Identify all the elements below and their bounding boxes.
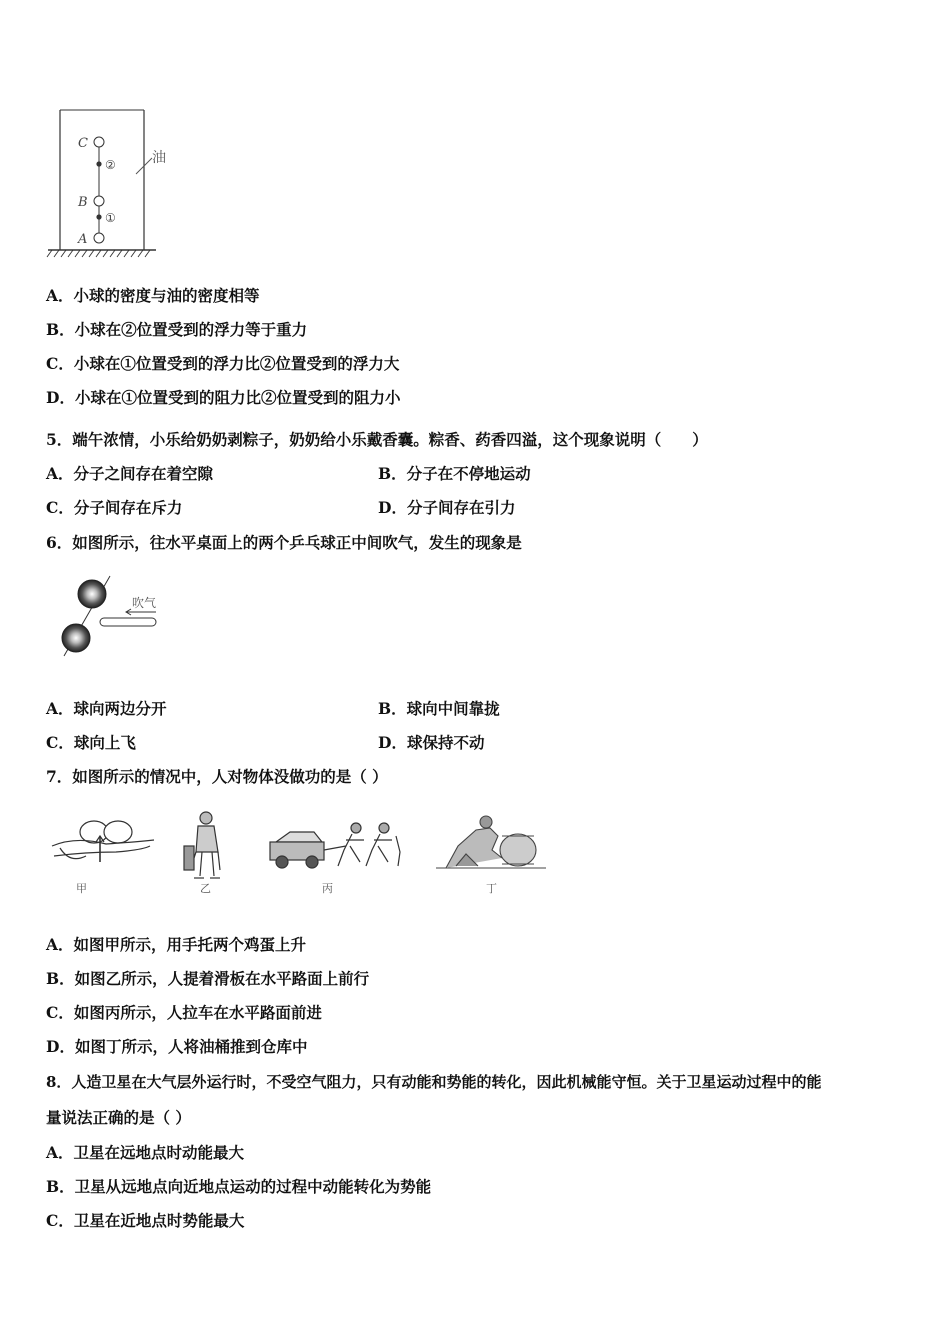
q7-option-d: D．如图丁所示，人将油桶推到仓库中 xyxy=(46,1037,308,1056)
figure-ding xyxy=(436,816,546,868)
figure-bing xyxy=(270,823,400,868)
label-c: C xyxy=(78,136,88,151)
q5-stem: 5．端午浓情，小乐给奶奶剥粽子，奶奶给小乐戴香囊。粽香、药香四溢，这个现象说明（ ） xyxy=(46,430,708,449)
oil-tube-figure xyxy=(44,104,184,264)
straw xyxy=(100,618,156,626)
label-a: A xyxy=(78,232,88,247)
q5-option-c: C．分子间存在斥力 xyxy=(46,498,183,517)
ping-pong-figure xyxy=(56,574,176,664)
ball-upper xyxy=(78,580,106,608)
q6-stem: 6．如图所示，往水平桌面上的两个乒乓球正中间吹气，发生的现象是 xyxy=(46,533,522,552)
q4-option-b: B．小球在②位置受到的浮力等于重力 xyxy=(46,320,308,339)
ball-a xyxy=(94,233,104,243)
q8-option-b: B．卫星从远地点向近地点运动的过程中动能转化为势能 xyxy=(46,1177,432,1196)
q7-option-b: B．如图乙所示，人提着滑板在水平路面上前行 xyxy=(46,969,370,988)
caption-yi: 乙 xyxy=(200,882,211,895)
q5-option-b: B．分子在不停地运动 xyxy=(378,464,531,483)
q7-option-c: C．如图丙所示，人拉车在水平路面前进 xyxy=(46,1003,322,1022)
q4-option-c: C．小球在①位置受到的浮力比②位置受到的浮力大 xyxy=(46,354,400,373)
label-pos2: ② xyxy=(105,158,116,172)
q8-option-a: A．卫星在远地点时动能最大 xyxy=(46,1143,245,1162)
ball-b xyxy=(94,196,104,206)
label-b: B xyxy=(78,195,88,210)
q6-option-d: D．球保持不动 xyxy=(378,733,485,752)
label-oil: 油 xyxy=(152,150,166,166)
ball-lower xyxy=(62,624,90,652)
q8-stem-line1: 8．人造卫星在大气层外运行时，不受空气阻力，只有动能和势能的转化，因此机械能守恒。关于卫星运动过程中的能 xyxy=(46,1073,822,1091)
dot-1 xyxy=(96,214,101,219)
q8-option-c: C．卫星在近地点时势能最大 xyxy=(46,1211,245,1230)
caption-bing: 丙 xyxy=(322,882,333,895)
q6-option-b: B．球向中间靠拢 xyxy=(378,699,500,718)
label-pos1: ① xyxy=(105,211,116,225)
q6-option-c: C．球向上飞 xyxy=(46,733,136,752)
caption-ding: 丁 xyxy=(486,882,497,895)
q4-option-a: A．小球的密度与油的密度相等 xyxy=(46,286,260,305)
blow-label: 吹气 xyxy=(132,596,157,610)
work-figures xyxy=(46,806,556,906)
q7-stem: 7．如图所示的情况中，人对物体没做功的是（ ） xyxy=(46,767,388,786)
ball-c xyxy=(94,137,104,147)
caption-jia: 甲 xyxy=(76,882,87,895)
q8-stem-line2: 量说法正确的是（ ） xyxy=(46,1108,191,1127)
q6-option-a: A．球向两边分开 xyxy=(46,699,167,718)
q5-option-d: D．分子间存在引力 xyxy=(378,498,516,517)
dot-2 xyxy=(96,161,101,166)
figure-yi xyxy=(184,812,220,878)
figure-jia xyxy=(52,821,154,862)
q7-option-a: A．如图甲所示，用手托两个鸡蛋上升 xyxy=(46,935,307,954)
q5-option-a: A．分子之间存在着空隙 xyxy=(46,464,214,483)
q4-option-d: D．小球在①位置受到的阻力比②位置受到的阻力小 xyxy=(46,388,401,407)
